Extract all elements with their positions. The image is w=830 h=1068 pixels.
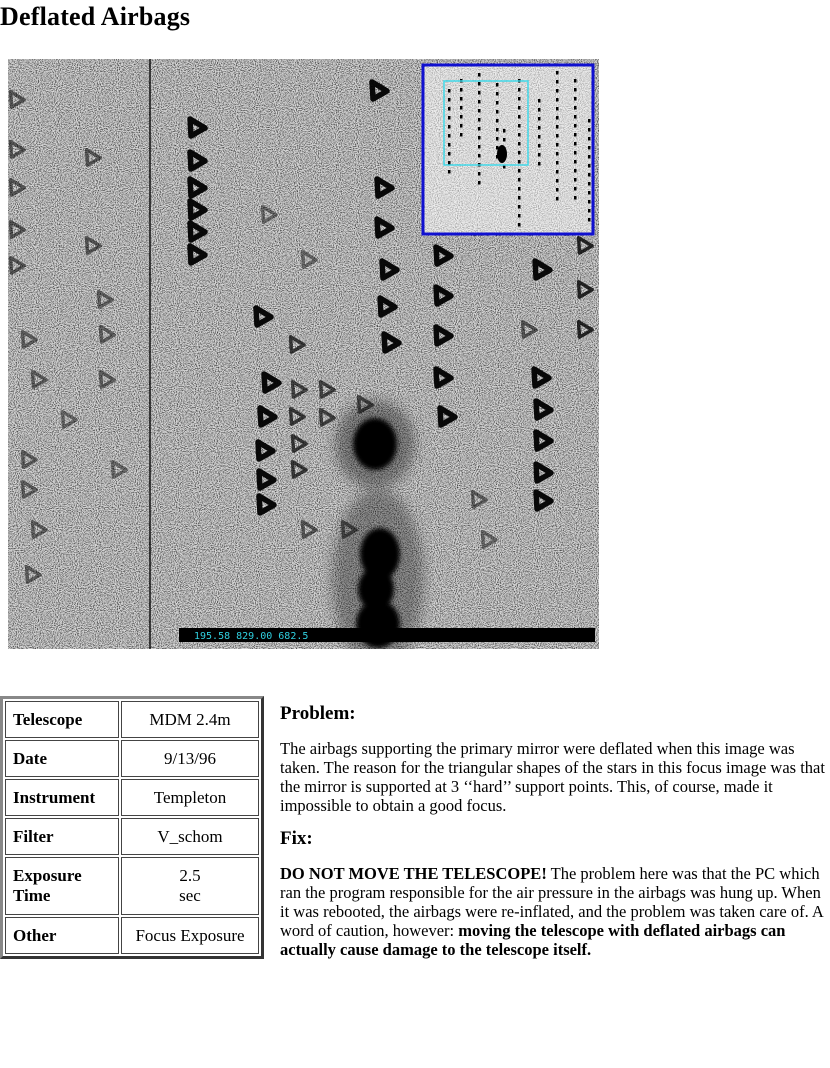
inset-streak-dot bbox=[538, 117, 541, 121]
description-panel bbox=[280, 700, 828, 973]
observation-info-table bbox=[0, 696, 264, 959]
inset-streak-dot bbox=[538, 126, 541, 130]
inset-streak-dot bbox=[448, 134, 451, 138]
inset-streak-dot bbox=[574, 133, 577, 137]
inset-streak-dot bbox=[478, 127, 481, 131]
fix-text: The problem here was that the PC which ran the program responsible for the air pressure in the airbags was hung up. When it was rebooted, the airbags were re-inflated, and the problem was taken care of. A word of caution, however: bbox=[280, 864, 823, 940]
inset-streak-dot bbox=[478, 136, 481, 140]
inset-streak-dot bbox=[518, 187, 521, 191]
inset-streak-dot bbox=[556, 116, 559, 120]
inset-streak-dot bbox=[518, 205, 521, 209]
inset-streak-dot bbox=[518, 88, 521, 92]
inset-streak-dot bbox=[478, 118, 481, 122]
inset-streak-dot bbox=[496, 92, 499, 96]
inset-streak-dot bbox=[496, 119, 499, 123]
inset-streak-dot bbox=[478, 100, 481, 104]
fix-lead: DO NOT MOVE THE TELESCOPE! bbox=[280, 864, 547, 883]
inset-bright-star bbox=[497, 145, 507, 163]
info-value: 9/13/96 bbox=[121, 740, 259, 777]
inset-streak-dot bbox=[574, 151, 577, 155]
inset-streak-dot bbox=[448, 170, 451, 174]
inset-streak-dot bbox=[518, 169, 521, 173]
inset-streak-dot bbox=[478, 154, 481, 158]
inset-streak-dot bbox=[518, 178, 521, 182]
inset-streak-dot bbox=[478, 109, 481, 113]
coordinate-readout: 195.58 829.00 682.5 bbox=[194, 631, 309, 642]
inset-streak-dot bbox=[538, 108, 541, 112]
inset-streak-dot bbox=[574, 142, 577, 146]
inset-streak-dot bbox=[574, 187, 577, 191]
inset-streak-dot bbox=[588, 209, 591, 213]
inset-streak-dot bbox=[574, 115, 577, 119]
inset-streak-dot bbox=[478, 145, 481, 149]
inset-streak-dot bbox=[556, 170, 559, 174]
inset-streak-dot bbox=[518, 142, 521, 146]
info-key-line: Exposure bbox=[13, 866, 82, 885]
inset-streak-dot bbox=[460, 133, 463, 137]
inset-streak-dot bbox=[448, 161, 451, 165]
inset-streak-dot bbox=[556, 80, 559, 84]
inset-streak-dot bbox=[496, 110, 499, 114]
inset-streak-dot bbox=[588, 164, 591, 168]
inset-streak-dot bbox=[538, 162, 541, 166]
inset-streak-dot bbox=[588, 137, 591, 141]
inset-streak-dot bbox=[460, 97, 463, 101]
info-key: Filter bbox=[5, 818, 119, 855]
info-key bbox=[5, 857, 119, 915]
inset-streak-dot bbox=[556, 134, 559, 138]
info-key: Telescope bbox=[5, 701, 119, 738]
inset-streak-dot bbox=[448, 116, 451, 120]
inset-streak-dot bbox=[588, 218, 591, 222]
info-row bbox=[5, 857, 259, 915]
inset-streak-dot bbox=[588, 128, 591, 132]
inset-streak-dot bbox=[588, 182, 591, 186]
problem-heading: Problem: bbox=[280, 703, 356, 724]
inset-streak-dot bbox=[518, 151, 521, 155]
fix-warning: moving the telescope with deflated airbags can actually cause damage to the telescope itself. bbox=[280, 921, 786, 959]
inset-streak-dot bbox=[503, 138, 506, 142]
inset-streak-dot bbox=[556, 125, 559, 129]
inset-streak-dot bbox=[496, 137, 499, 141]
info-row bbox=[5, 917, 259, 954]
focus-image bbox=[8, 59, 599, 649]
inset-streak-dot bbox=[588, 146, 591, 150]
inset-streak-dot bbox=[538, 153, 541, 157]
inset-streak-dot bbox=[574, 178, 577, 182]
inset-streak-dot bbox=[574, 160, 577, 164]
inset-streak-dot bbox=[588, 155, 591, 159]
info-value: V_schom bbox=[121, 818, 259, 855]
inset-streak-dot bbox=[588, 191, 591, 195]
page-title: Deflated Airbags bbox=[0, 2, 191, 31]
inset-streak-dot bbox=[538, 99, 541, 103]
inset-streak-dot bbox=[478, 73, 481, 77]
inset-streak-dot bbox=[518, 106, 521, 110]
inset-overview bbox=[423, 65, 593, 234]
inset-streak-dot bbox=[448, 98, 451, 102]
inset-streak-dot bbox=[496, 83, 499, 87]
inset-streak-dot bbox=[460, 88, 463, 92]
inset-streak-dot bbox=[460, 115, 463, 119]
fix-paragraph bbox=[280, 864, 828, 959]
inset-streak-dot bbox=[574, 97, 577, 101]
fix-heading: Fix: bbox=[280, 828, 313, 849]
inset-streak-dot bbox=[556, 71, 559, 75]
info-row bbox=[5, 740, 259, 777]
info-key-line: Time bbox=[13, 886, 51, 905]
inset-streak-dot bbox=[478, 82, 481, 86]
bright-star-blobs bbox=[332, 400, 424, 649]
inset-streak-dot bbox=[518, 196, 521, 200]
inset-streak-dot bbox=[556, 188, 559, 192]
inset-streak-dot bbox=[448, 152, 451, 156]
inset-streak-dot bbox=[574, 79, 577, 83]
info-value: MDM 2.4m bbox=[121, 701, 259, 738]
info-value-line: sec bbox=[179, 886, 201, 905]
inset-streak-dot bbox=[460, 124, 463, 128]
inset-streak-dot bbox=[538, 144, 541, 148]
inset-streak-dot bbox=[574, 88, 577, 92]
inset-streak-dot bbox=[556, 197, 559, 201]
info-key: Other bbox=[5, 917, 119, 954]
inset-streak-dot bbox=[460, 106, 463, 110]
info-key: Date bbox=[5, 740, 119, 777]
inset-streak-dot bbox=[518, 133, 521, 137]
inset-streak-dot bbox=[496, 101, 499, 105]
inset-streak-dot bbox=[574, 169, 577, 173]
inset-streak-dot bbox=[556, 152, 559, 156]
inset-streak-dot bbox=[448, 143, 451, 147]
inset-streak-dot bbox=[496, 128, 499, 132]
inset-streak-dot bbox=[588, 119, 591, 123]
inset-streak-dot bbox=[538, 135, 541, 139]
inset-streak-dot bbox=[556, 107, 559, 111]
info-value-line: 2.5 bbox=[179, 866, 201, 885]
inset-streak-dot bbox=[556, 179, 559, 183]
info-value: Focus Exposure bbox=[121, 917, 259, 954]
inset-streak-dot bbox=[518, 124, 521, 128]
inset-streak-dot bbox=[556, 143, 559, 147]
info-row bbox=[5, 818, 259, 855]
inset-streak-dot bbox=[556, 89, 559, 93]
inset-streak-dot bbox=[518, 97, 521, 101]
inset-streak-dot bbox=[518, 115, 521, 119]
inset-streak-dot bbox=[478, 172, 481, 176]
info-value bbox=[121, 857, 259, 915]
inset-streak-dot bbox=[574, 106, 577, 110]
inset-streak-dot bbox=[448, 125, 451, 129]
problem-text: The airbags supporting the primary mirror were deflated when this image was taken. The reason for the triangular shapes of the stars in this focus image was that the mirror is supported at 3 ‘‘hard’’ support points. This, of course, made it impossible to obtain a good focus. bbox=[280, 739, 825, 815]
info-row bbox=[5, 701, 259, 738]
inset-streak-dot bbox=[556, 98, 559, 102]
inset-streak-dot bbox=[478, 181, 481, 185]
inset-streak-dot bbox=[448, 107, 451, 111]
inset-streak-dot bbox=[518, 160, 521, 164]
inset-streak-dot bbox=[588, 200, 591, 204]
inset-streak-dot bbox=[518, 214, 521, 218]
inset-streak-dot bbox=[478, 91, 481, 95]
info-value: Templeton bbox=[121, 779, 259, 816]
inset-streak-dot bbox=[574, 196, 577, 200]
inset-streak-dot bbox=[588, 173, 591, 177]
info-row bbox=[5, 779, 259, 816]
info-key: Instrument bbox=[5, 779, 119, 816]
inset-streak-dot bbox=[448, 89, 451, 93]
inset-streak-dot bbox=[556, 161, 559, 165]
inset-streak-dot bbox=[574, 124, 577, 128]
inset-streak-dot bbox=[518, 223, 521, 227]
inset-streak-dot bbox=[503, 129, 506, 133]
